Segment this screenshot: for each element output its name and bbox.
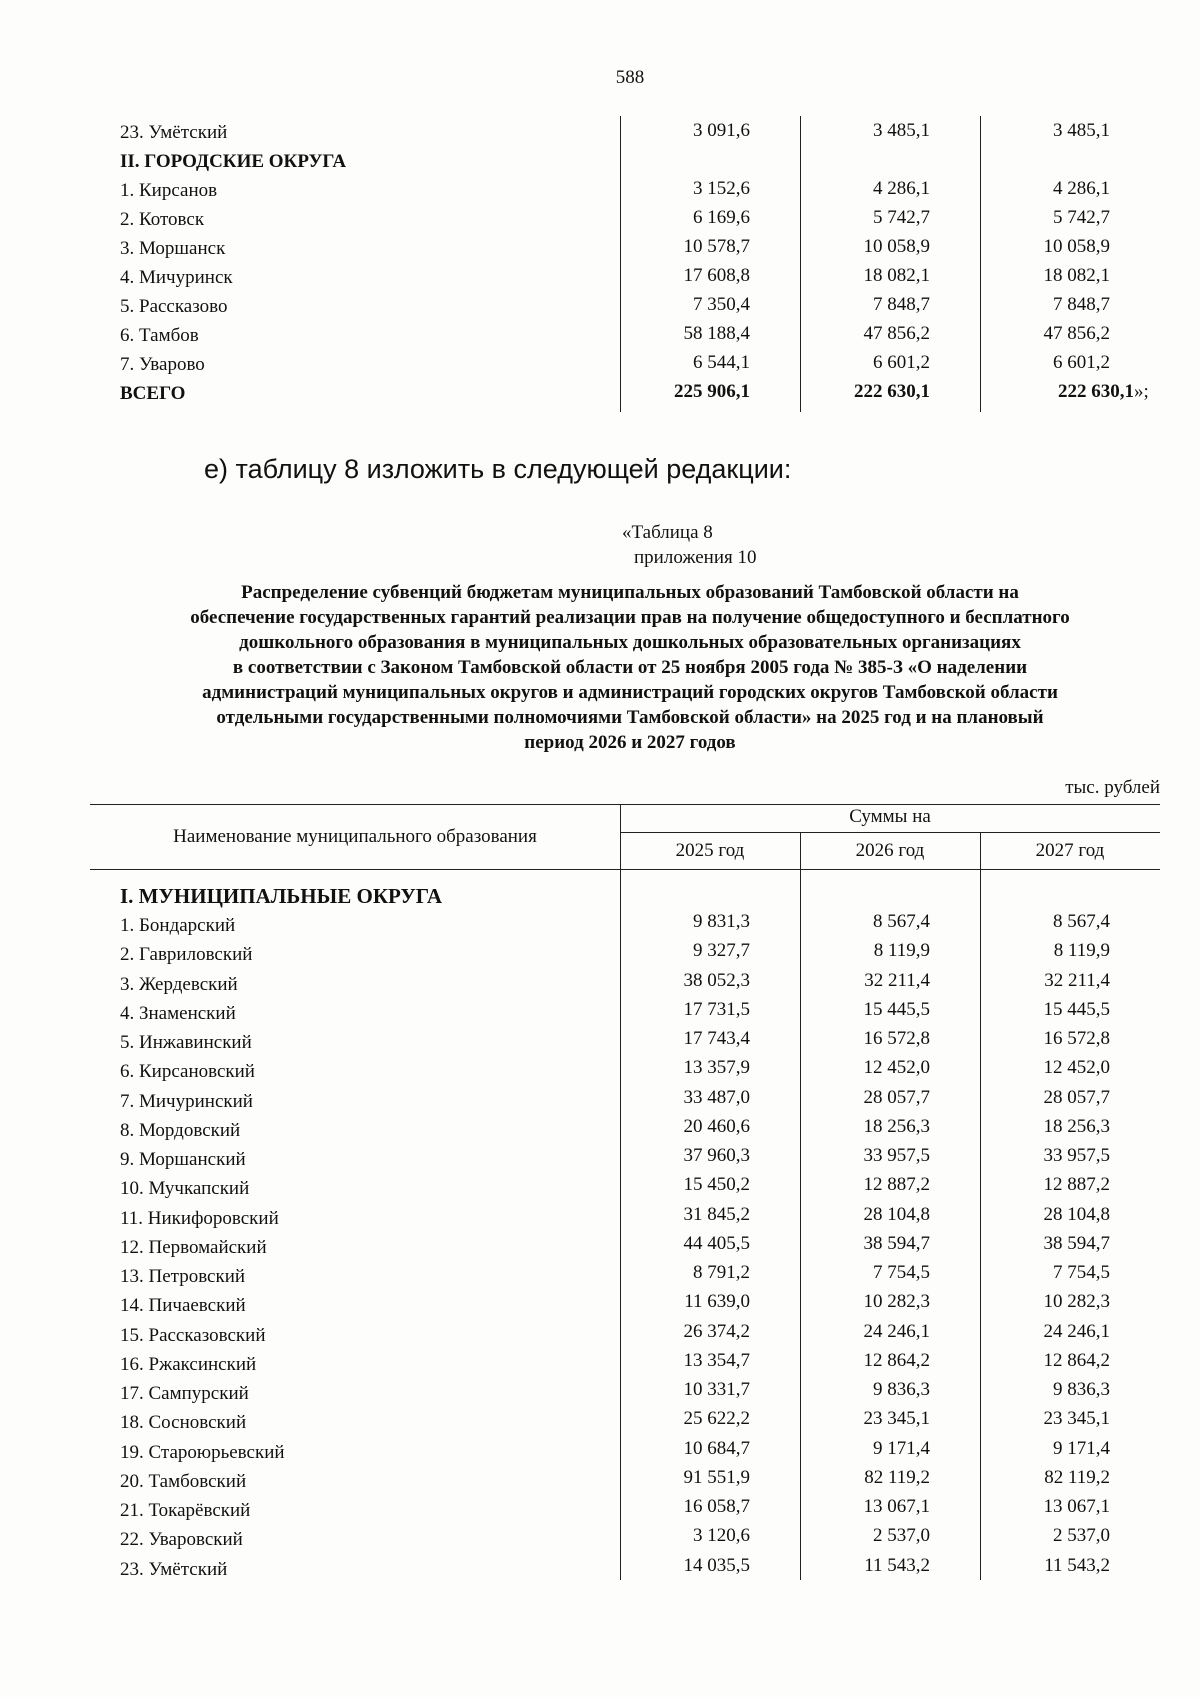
row-value-2: 9 836,3 [873,1379,930,1400]
row-name: 6. Кирсановский [120,1061,255,1083]
row-value-1: 9 327,7 [693,940,750,962]
table-row [120,1233,1140,1262]
row-value-1: 17 608,8 [683,265,750,286]
row-value-3: 15 445,5 [1043,998,1110,1020]
row-value-3: 9 171,4 [1053,1437,1110,1459]
row-name: 23. Умётский [120,1558,228,1580]
row-name: 5. Рассказово [120,296,228,317]
table-row [120,1057,1140,1086]
row-value-1: 25 622,2 [683,1408,750,1430]
table-row [120,1174,1140,1203]
row-name: 9. Моршанский [120,1149,246,1170]
table-row [120,147,1140,176]
row-value-3: 8 119,9 [1053,940,1110,962]
row-name: 2. Гавриловский [120,944,253,966]
row-value-3: 23 345,1 [1043,1408,1110,1430]
row-value-3: 16 572,8 [1043,1028,1110,1049]
row-value-3: 2 537,0 [1053,1525,1110,1547]
row-value-2: 8 119,9 [873,940,930,962]
row-value-3: 7 848,7 [1053,294,1110,315]
table-row [120,1087,1140,1116]
row-name: 3. Жердевский [120,973,238,995]
table-row [120,1116,1140,1145]
header-name-column: Наименование муниципального образования [173,826,537,847]
header-year-2027: 2027 год [1035,840,1105,861]
table-top-border [90,804,1160,805]
row-value-1: 38 052,3 [683,969,750,991]
heading-line: дошкольного образования в муниципальных дошкольных образовательных организациях [239,632,1021,653]
table-row [120,1145,1140,1174]
row-value-3: 3 485,1 [1053,120,1110,141]
row-value-1: 3 152,6 [693,178,750,199]
row-name: 21. Токарёвский [120,1500,251,1521]
row-value-2: 12 452,0 [863,1057,930,1079]
table-row [120,1028,1140,1057]
table-label [622,520,756,570]
table-row [120,292,1140,321]
row-value-2: 18 256,3 [863,1115,930,1137]
row-value-3: 10 282,3 [1043,1291,1110,1313]
row-value-1: 9 831,3 [693,911,750,932]
row-value-2: 32 211,4 [864,969,930,991]
row-name: 7. Уварово [120,354,205,375]
table-row [120,379,1149,408]
table-row [120,176,1140,205]
closing-quote: »; [1134,381,1149,402]
row-name: 15. Рассказовский [120,1324,266,1346]
table-row [120,940,1140,969]
row-value-3: 8 567,4 [1053,911,1110,932]
row-value-1: 17 731,5 [683,998,750,1020]
row-value-2: 9 171,4 [873,1437,930,1459]
row-value-2: 47 856,2 [863,323,930,344]
row-value-1: 7 350,4 [693,294,750,315]
heading-line: период 2026 и 2027 годов [524,732,736,753]
row-value-3: 32 211,4 [1044,969,1110,991]
row-value-3: 222 630,1»; [1058,381,1149,402]
heading-line: обеспечение государственных гарантий реализации прав на получение общедоступного и бесплатного [190,607,1070,628]
row-value-1: 10 578,7 [683,236,750,257]
previous-table-col-divider [620,116,621,412]
row-value-2: 4 286,1 [873,178,930,199]
row-value-3: 28 057,7 [1043,1086,1110,1108]
row-value-2: 12 887,2 [863,1174,930,1196]
amendment-instruction: е) таблицу 8 изложить в следующей редакции: [204,454,792,484]
row-value-2: 10 282,3 [863,1291,930,1313]
row-value-3: 18 256,3 [1043,1115,1110,1137]
row-value-3: 18 082,1 [1043,265,1110,286]
row-value-1: 13 357,9 [683,1057,750,1079]
row-value-1: 17 743,4 [683,1028,750,1049]
row-name: 10. Мучкапский [120,1178,250,1200]
row-value-2: 6 601,2 [873,352,930,373]
row-value-1: 10 331,7 [683,1379,750,1400]
row-value-1: 31 845,2 [683,1203,750,1225]
table-row [120,1379,1140,1408]
table-heading [90,580,1170,755]
table-row [120,1291,1140,1320]
row-value-1: 6 169,6 [693,207,750,228]
table-row [120,350,1140,379]
previous-table-col-divider [800,116,801,412]
row-value-3: 38 594,7 [1043,1232,1110,1254]
row-value-1: 14 035,5 [683,1554,750,1576]
table-row [120,1525,1140,1554]
row-value-2: 8 567,4 [873,911,930,932]
subvention-table [120,882,1140,1584]
row-name: 7. Мичуринский [120,1090,253,1112]
row-name: 22. Уваровский [120,1529,243,1551]
heading-line: Распределение субвенций бюджетам муниципальных образований Тамбовской области на [241,582,1019,603]
heading-line: в соответствии с Законом Тамбовской области от 25 ноября 2005 года № 385-З «О наделении [232,657,1028,678]
table-row [120,321,1140,350]
row-value-3: 33 957,5 [1043,1145,1110,1166]
header-bottom-border [90,869,1160,870]
table-row [120,1350,1140,1379]
row-name: 11. Никифоровский [120,1207,279,1229]
row-value-3: 12 864,2 [1043,1349,1110,1371]
row-name: 1. Бондарский [120,915,236,936]
row-value-3: 24 246,1 [1043,1320,1110,1342]
row-name: 3. Моршанск [120,238,226,259]
row-name: 4. Мичуринск [120,267,233,288]
row-value-1: 16 058,7 [683,1496,750,1517]
row-value-2: 16 572,8 [863,1028,930,1049]
table-row [120,118,1140,147]
table-label-number: «Таблица 8 [622,522,713,543]
table-row [120,1408,1140,1437]
table-row [120,1321,1140,1350]
row-value-2: 10 058,9 [863,236,930,257]
table-row [120,234,1140,263]
row-value-3: 11 543,2 [1044,1554,1110,1576]
heading-line: отдельными государственными полномочиями Тамбовской области» на 2025 год и на плановый [216,707,1044,728]
row-name: 14. Пичаевский [120,1295,246,1317]
row-value-1: 26 374,2 [683,1320,750,1342]
header-sums-group: Суммы на [849,806,931,827]
row-value-2: 222 630,1 [854,381,930,402]
row-value-2: 7 754,5 [873,1262,930,1283]
page-number: 588 [615,67,645,88]
row-value-3: 5 742,7 [1053,207,1110,228]
row-name: 23. Умётский [120,122,228,143]
row-value-1: 58 188,4 [683,323,750,344]
row-value-2: 28 104,8 [863,1203,930,1225]
row-value-3: 12 452,0 [1043,1057,1110,1079]
table-row [120,1438,1140,1467]
row-value-1: 37 960,3 [683,1145,750,1166]
table-row [120,999,1140,1028]
row-name: 8. Мордовский [120,1119,241,1141]
row-value-2: 2 537,0 [873,1525,930,1547]
row-name: 6. Тамбов [120,325,199,346]
row-value-2: 13 067,1 [863,1496,930,1517]
row-value-3: 12 887,2 [1043,1174,1110,1196]
heading-line: администраций муниципальных округов и администраций городских округов Тамбовской области [202,682,1058,703]
row-value-1: 91 551,9 [683,1466,750,1488]
row-name: 17. Сампурский [120,1383,249,1404]
row-value-2: 18 082,1 [863,265,930,286]
table-row [120,205,1140,234]
row-name: II. ГОРОДСКИЕ ОКРУГА [120,151,347,172]
row-value-1: 10 684,7 [683,1437,750,1459]
row-value-1: 225 906,1 [674,381,750,402]
row-value-2: 24 246,1 [863,1320,930,1342]
row-name: 12. Первомайский [120,1236,267,1258]
row-name: 4. Знаменский [120,1002,236,1024]
row-value-2: 23 345,1 [863,1408,930,1430]
row-value-2: 15 445,5 [863,998,930,1020]
table-row [120,1467,1140,1496]
row-value-2: 12 864,2 [863,1349,930,1371]
table-label-appendix: приложения 10 [634,547,757,568]
row-value-1: 6 544,1 [693,352,750,373]
row-value-1: 44 405,5 [683,1232,750,1254]
row-value-2: 11 543,2 [864,1554,930,1576]
row-value-2: 38 594,7 [863,1232,930,1254]
row-name: 5. Инжавинский [120,1032,252,1053]
units-label: тыс. рублей [1065,777,1160,798]
row-value-3: 13 067,1 [1043,1496,1110,1517]
table-row [120,1204,1140,1233]
row-value-3: 6 601,2 [1053,352,1110,373]
row-value-3: 82 119,2 [1044,1466,1110,1488]
row-value-3: 47 856,2 [1043,323,1110,344]
row-value-2: 33 957,5 [863,1145,930,1166]
row-name: 13. Петровский [120,1266,246,1287]
header-group-divider [620,832,1160,833]
row-value-1: 13 354,7 [683,1349,750,1371]
table-row [120,1496,1140,1525]
row-value-3: 7 754,5 [1053,1262,1110,1283]
row-name: 18. Сосновский [120,1412,247,1434]
section-title: I. МУНИЦИПАЛЬНЫЕ ОКРУГА [120,884,443,908]
row-value-1: 3 091,6 [693,120,750,141]
previous-table-col-divider [980,116,981,412]
row-value-1: 20 460,6 [683,1115,750,1137]
row-name: 20. Тамбовский [120,1470,247,1492]
row-value-3: 4 286,1 [1053,178,1110,199]
previous-table [120,118,1149,408]
row-value-1: 3 120,6 [693,1525,750,1547]
table-row [120,263,1140,292]
row-name: 1. Кирсанов [120,180,218,201]
row-value-3: 9 836,3 [1053,1379,1110,1400]
header-year-2026: 2026 год [855,840,925,861]
table-row [120,1555,1140,1584]
row-value-1: 33 487,0 [683,1086,750,1108]
row-value-3: 28 104,8 [1043,1203,1110,1225]
table-row [120,911,1140,940]
row-value-2: 7 848,7 [873,294,930,315]
row-value-2: 82 119,2 [864,1466,930,1488]
row-value-1: 8 791,2 [693,1262,750,1283]
row-name: 16. Ржаксинский [120,1353,257,1375]
row-name: ВСЕГО [120,383,186,404]
table-row [120,1262,1140,1291]
header-year-2025: 2025 год [675,840,745,861]
table-row [120,970,1140,999]
row-name: 19. Староюрьевский [120,1441,285,1463]
row-value-1: 11 639,0 [684,1291,750,1313]
row-value-1: 15 450,2 [683,1174,750,1196]
row-value-2: 5 742,7 [873,207,930,228]
row-value-2: 28 057,7 [863,1086,930,1108]
row-name: 2. Котовск [120,209,205,230]
row-value-3: 10 058,9 [1043,236,1110,257]
row-value-2: 3 485,1 [873,120,930,141]
